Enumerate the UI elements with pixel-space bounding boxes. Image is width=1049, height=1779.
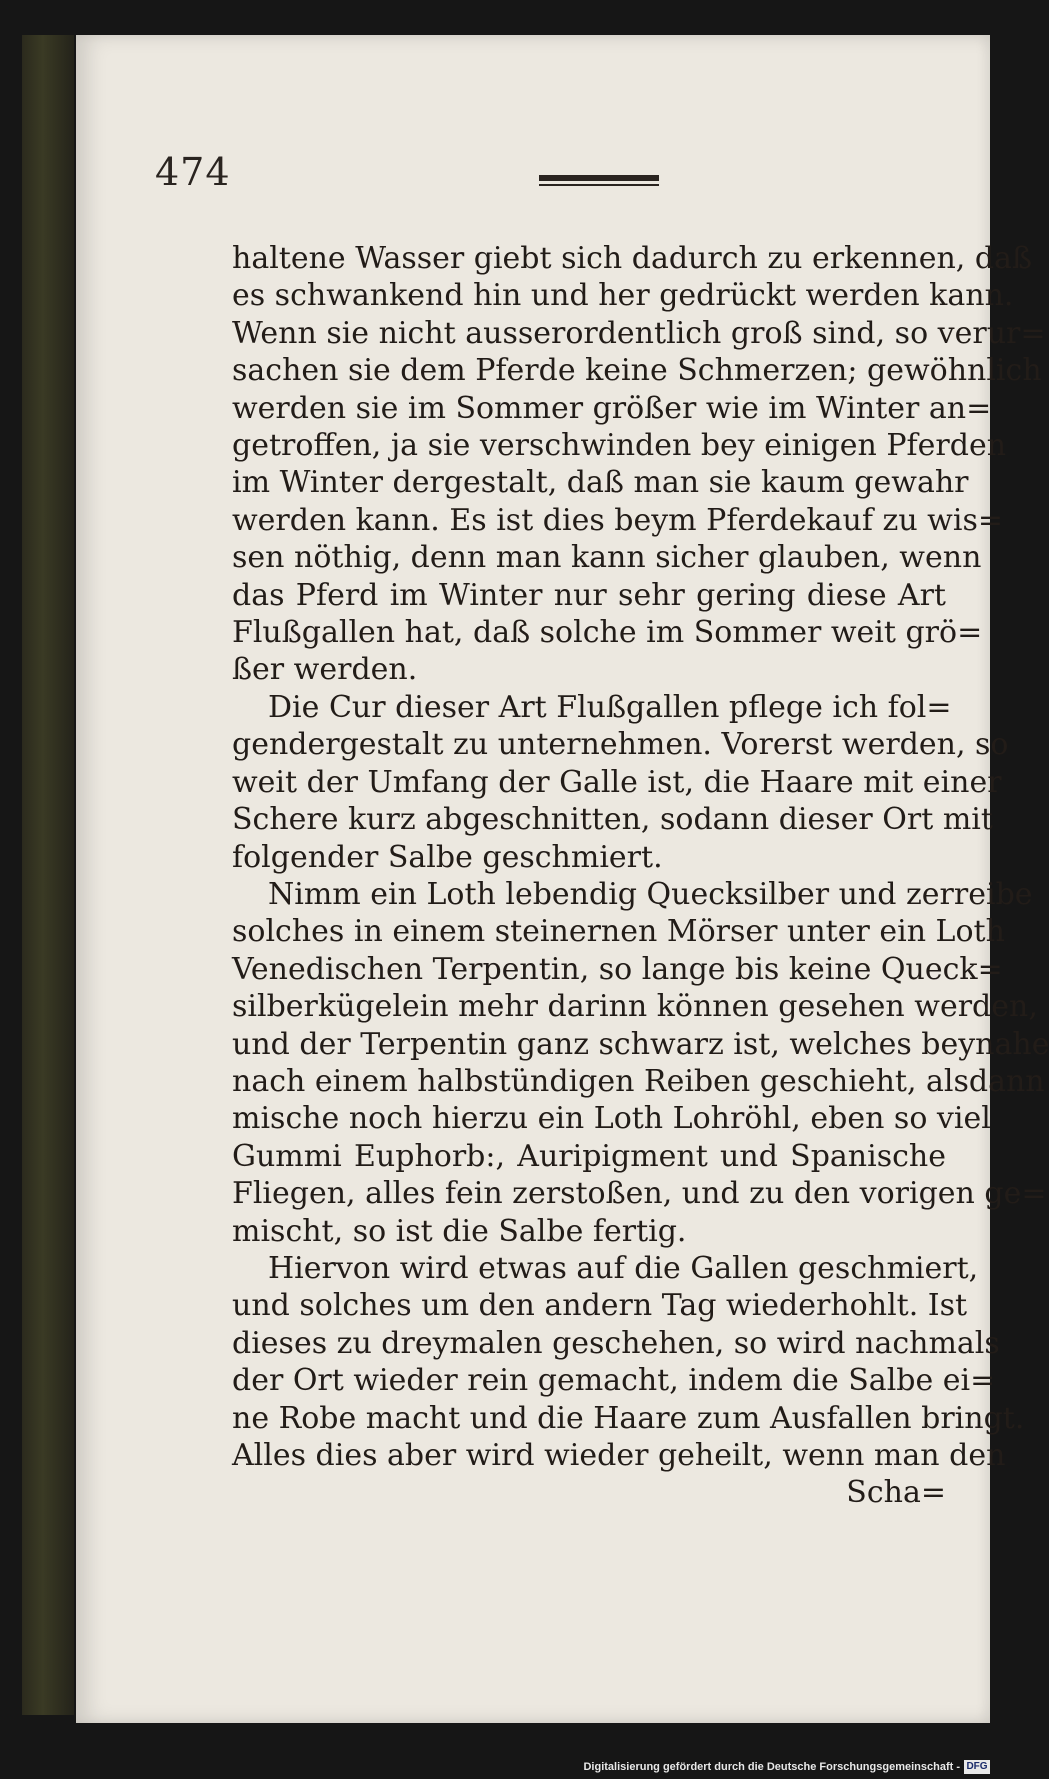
text-line: Die Cur dieser Art Flußgallen pflege ich fol= bbox=[268, 689, 952, 725]
page-number: 474 bbox=[155, 150, 231, 194]
text-line: mischt, so ist die Salbe fertig. bbox=[232, 1213, 687, 1249]
text-line: ßer werden. bbox=[232, 652, 418, 688]
text-line: folgender Salbe geschmiert. bbox=[232, 839, 663, 875]
text-line: und der Terpentin ganz schwarz ist, welches beynahe bbox=[232, 1026, 1049, 1062]
text-line: werden sie im Sommer größer wie im Winter an= bbox=[232, 390, 992, 426]
text-line: haltene Wasser giebt sich dadurch zu erkennen, daß bbox=[232, 241, 1032, 276]
text-line: Schere kurz abgeschnitten, sodann dieser Ort mit bbox=[232, 802, 993, 838]
header-rule bbox=[539, 175, 659, 186]
text-line: ne Robe macht und die Haare zum Ausfallen bringt. bbox=[232, 1400, 1025, 1436]
text-line: getroffen, ja sie verschwinden bey einigen Pferden bbox=[232, 428, 1007, 464]
body-text bbox=[232, 240, 1049, 1512]
text-line: dieses zu dreymalen geschehen, so wird nachmals bbox=[232, 1325, 1000, 1361]
text-line: Flußgallen hat, daß solche im Sommer weit grö= bbox=[232, 615, 983, 651]
digitization-credit: Digitalisierung gefördert durch die Deutsche Forschungsgemeinschaft - bbox=[583, 1761, 960, 1773]
text-line: Gummi Euphorb:, Auripigment und Spanische bbox=[232, 1138, 946, 1174]
text-line: gendergestalt zu unternehmen. Vorerst werden, so bbox=[232, 727, 1009, 763]
dfg-logo: DFG bbox=[964, 1760, 990, 1774]
text-line: werden kann. Es ist dies beym Pferdekauf zu wis= bbox=[232, 502, 1003, 538]
text-line: und solches um den andern Tag wiederhohlt. Ist bbox=[232, 1288, 968, 1324]
text-line: Alles dies aber wird wieder geheilt, wenn man den bbox=[232, 1438, 1006, 1473]
book-spine bbox=[22, 35, 74, 1715]
text-line: Wenn sie nicht ausserordentlich groß sind, so verur= bbox=[232, 315, 1046, 351]
header-rule-thin bbox=[539, 184, 659, 186]
text-line: Nimm ein Loth lebendig Quecksilber und zerreibe bbox=[268, 876, 1033, 912]
text-line: nach einem halbstündigen Reiben geschieht, alsdann bbox=[232, 1063, 1045, 1099]
text-line: das Pferd im Winter nur sehr gering diese Art bbox=[232, 577, 946, 613]
text-line: mische noch hierzu ein Loth Lohröhl, eben so viel bbox=[232, 1101, 991, 1137]
text-line: es schwankend hin und her gedrückt werden kann. bbox=[232, 278, 1014, 314]
catchword: Scha= bbox=[846, 1475, 946, 1511]
header-rule-thick bbox=[539, 175, 659, 181]
text-line: weit der Umfang der Galle ist, die Haare mit einer bbox=[232, 764, 1002, 800]
text-line: Venedischen Terpentin, so lange bis keine Queck= bbox=[232, 951, 1003, 987]
text-line: im Winter dergestalt, daß man sie kaum gewahr bbox=[232, 465, 969, 501]
text-line: der Ort wieder rein gemacht, indem die Salbe ei= bbox=[232, 1363, 996, 1399]
text-line: Fliegen, alles fein zerstoßen, und zu den vorigen ge= bbox=[232, 1176, 1047, 1212]
text-line: solches in einem steinernen Mörser unter ein Loth bbox=[232, 914, 1005, 950]
text-line: Hiervon wird etwas auf die Gallen geschmiert, bbox=[268, 1250, 979, 1286]
text-line: sen nöthig, denn man kann sicher glauben, wenn bbox=[232, 540, 982, 576]
text-line: sachen sie dem Pferde keine Schmerzen; gewöhnlich bbox=[232, 353, 1042, 389]
text-line: silberkügelein mehr darinn können gesehen werden, bbox=[232, 989, 1038, 1025]
